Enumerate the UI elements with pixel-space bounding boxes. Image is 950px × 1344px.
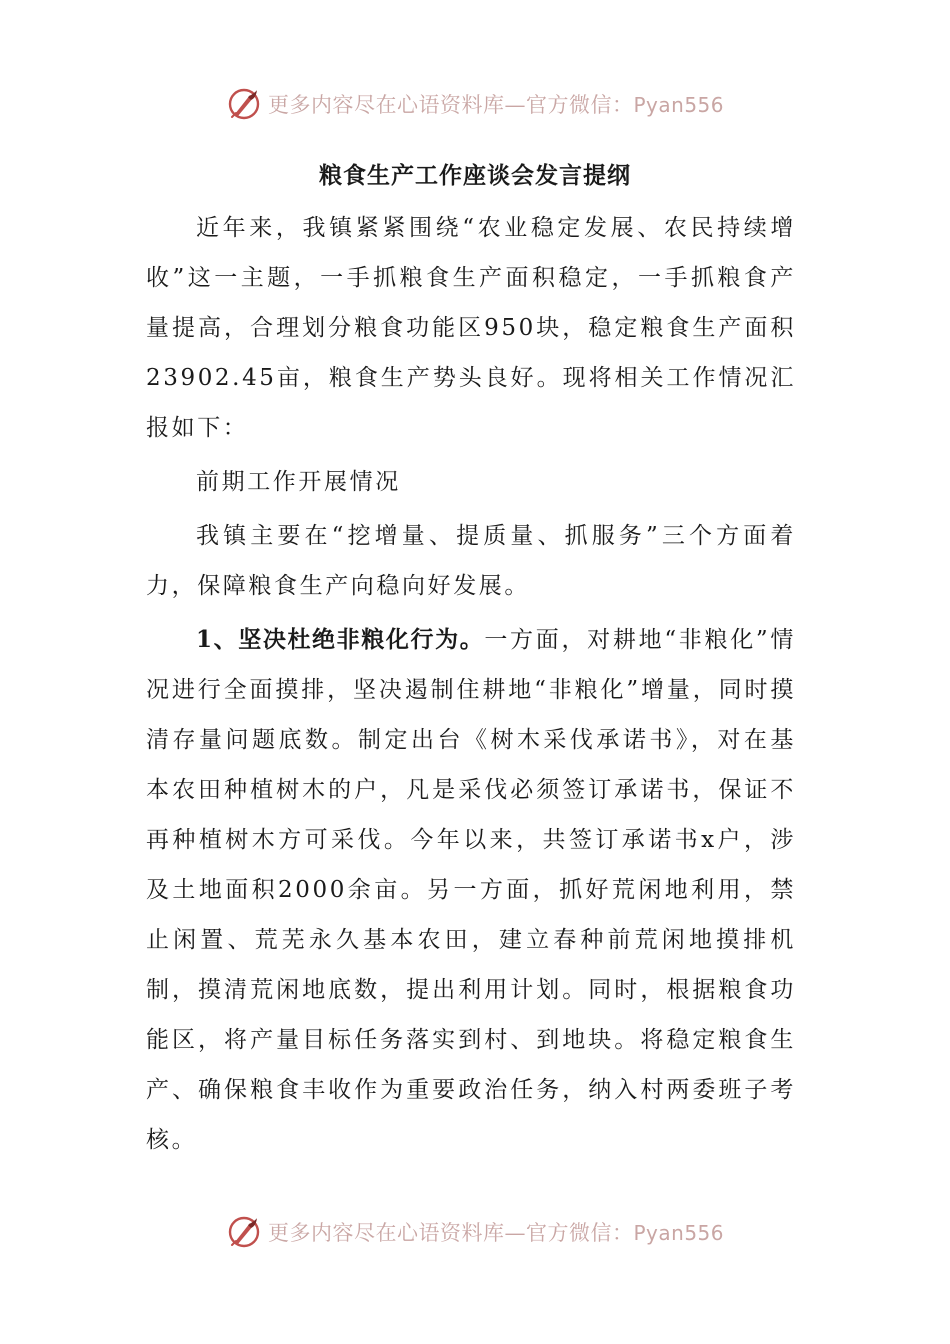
section-intro-paragraph: 我镇主要在“挖增量、提质量、抓服务”三个方面着力，保障粮食生产向稳向好发展。 xyxy=(146,523,796,599)
watermark-label: 更多内容尽在心语资料库—官方微信： xyxy=(267,1221,634,1245)
item-1-paragraph xyxy=(146,615,796,1165)
watermark-account: Pyan556 xyxy=(633,1221,724,1245)
item-1-body: 一方面，对耕地“非粮化”情况进行全面摸排，坚决遏制住耕地“非粮化”增量，同时摸清存量问题底数。制定出台《树木采伐承诺书》，对在基本农田种植树木的户，凡是采伐必须签订承诺书，保证不再种植树木方可采伐。今年以来，共签订承诺书x户，涉及土地面积2000余亩。另一方面，抓好荒闲地利用，禁止闲置、荒芜永久基本农田，建立春种前荒闲地摸排机制，摸清荒闲地底数，提出利用计划。同时，根据粮食功能区，将产量目标任务落实到村、到地块。将稳定粮食生产、确保粮食丰收作为重要政治任务，纳入村两委班子考核。 xyxy=(146,627,796,1153)
watermark-account: Pyan556 xyxy=(633,93,724,117)
section-heading: 前期工作开展情况 xyxy=(196,469,401,495)
quill-pen-circle-icon xyxy=(226,1214,262,1250)
watermark-banner-bottom xyxy=(0,1212,950,1252)
document-body xyxy=(146,203,796,1165)
watermark-text xyxy=(268,89,724,119)
watermark-banner-top xyxy=(0,84,950,124)
item-1-lead: 1、坚决杜绝非粮化行为。 xyxy=(196,626,485,653)
quill-pen-circle-icon xyxy=(226,86,262,122)
watermark-label: 更多内容尽在心语资料库—官方微信： xyxy=(267,93,634,117)
watermark-text xyxy=(268,1217,724,1247)
document-title: 粮食生产工作座谈会发言提纲 xyxy=(319,162,631,189)
intro-paragraph: 近年来，我镇紧紧围绕“农业稳定发展、农民持续增收”这一主题，一手抓粮食生产面积稳定，一手抓粮食产量提高，合理划分粮食功能区950块，稳定粮食生产面积23902.45亩，粮食生产势头良好。现将相关工作情况汇报如下： xyxy=(146,215,796,441)
